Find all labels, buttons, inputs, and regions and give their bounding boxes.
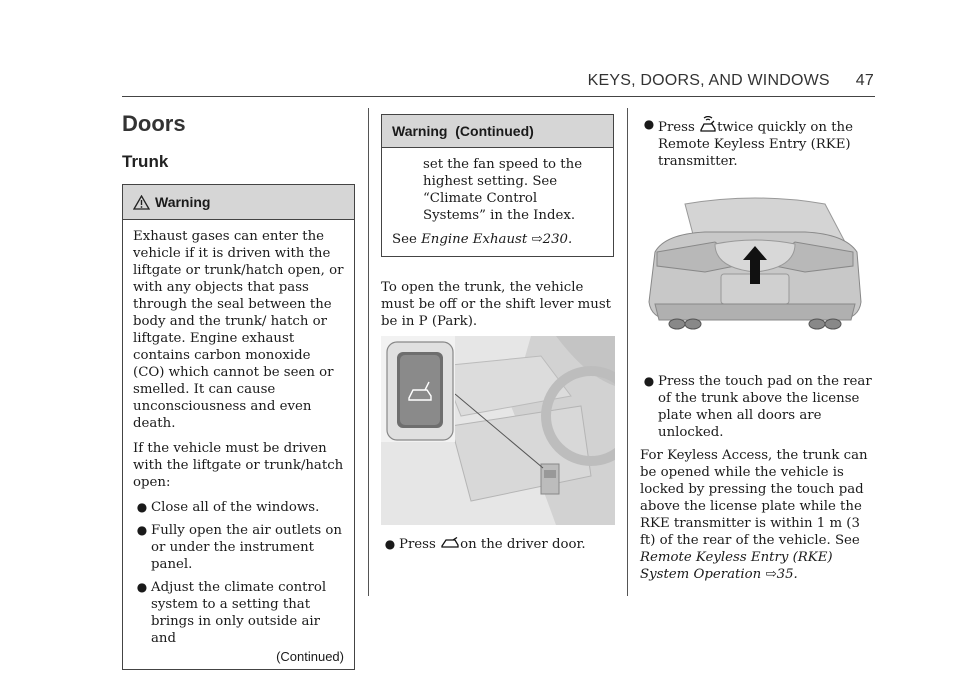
list-item: ● Press the touch pad on the rear of the trunk above the license plate when all doors are unlocked.	[640, 373, 876, 441]
bullet-icon: ●	[136, 580, 148, 594]
bullet-icon: ●	[643, 117, 655, 131]
bullet-icon: ●	[136, 523, 148, 537]
page-number: 47	[855, 72, 874, 89]
warning-label: Warning	[155, 194, 211, 210]
list-item: ● Fully open the air outlets on or under the instrument panel.	[133, 522, 344, 573]
column-2	[381, 108, 614, 358]
warning-paragraph: set the fan speed to the highest setting. See “Climate Control Systems” in the Index.	[423, 157, 583, 223]
bullet-icon: ●	[643, 374, 655, 388]
column-1	[122, 108, 355, 670]
column-3	[640, 116, 876, 170]
page-ref-icon: ⇨	[531, 232, 543, 247]
page-ref: 35.	[776, 567, 798, 582]
door-switch-illustration	[381, 336, 615, 525]
list-item: ● Press on the driver door.	[381, 536, 614, 553]
page-ref-icon: ⇨	[765, 567, 777, 582]
rke-trunk-icon	[699, 116, 717, 133]
paragraph: For Keyless Access, the trunk can be opened while the vehicle is locked by pressing the touch pad above the license plate while the RKE transmitter is within 1 m (3 ft) of the rear of the vehicle. See Remote Keyless Entry (RKE) System Operation ⇨35.	[640, 448, 868, 582]
header-rule	[122, 96, 875, 97]
warning-paragraph: If the vehicle must be driven with the liftgate or trunk/hatch open:	[133, 441, 344, 490]
bullet-icon: ●	[136, 500, 148, 514]
running-header	[588, 72, 874, 90]
trunk-release-icon	[440, 537, 460, 549]
warning-triangle-icon	[133, 195, 150, 210]
warning-box-continued	[381, 114, 614, 257]
section-heading: Trunk	[122, 152, 169, 171]
section-title: KEYS, DOORS, AND WINDOWS	[587, 72, 830, 89]
warning-body	[382, 148, 613, 256]
list-item: ● Adjust the climate control system to a setting that brings in only outside air and	[133, 579, 344, 647]
reference-link[interactable]: Engine Exhaust	[421, 232, 528, 247]
column-divider	[627, 108, 628, 596]
bullet-icon: ●	[384, 537, 396, 551]
page-ref: 230.	[542, 232, 573, 247]
warning-box	[122, 184, 355, 670]
list-item: ● Close all of the windows.	[133, 499, 344, 516]
continued-label: (Continued)	[276, 649, 344, 664]
page-title: Doors	[122, 111, 186, 136]
car-rear-illustration	[645, 192, 865, 338]
warning-header	[382, 115, 613, 148]
paragraph: To open the trunk, the vehicle must be off or the shift lever must be in P (Park).	[381, 280, 612, 329]
warning-label: Warning (Continued)	[392, 123, 534, 139]
list-item: ● Press twice quickly on the Remote Keyless Entry (RKE) transmitter.	[640, 116, 876, 170]
column-divider	[368, 108, 369, 596]
car-rear-image	[645, 192, 865, 338]
see-reference: See Engine Exhaust ⇨230.	[392, 232, 573, 247]
reference-link[interactable]: Remote Keyless Entry (RKE) System Operation	[640, 550, 833, 582]
door-panel-image	[381, 336, 615, 525]
warning-paragraph: Exhaust gases can enter the vehicle if it is driven with the liftgate or trunk/hatch open, or with any objects that pass through the seal between the body and the trunk/ hatch or liftgate. Engine exhaust contains carbon monoxide (CO) which cannot be seen or smelled. It can cause unconsciousness and even death.	[133, 229, 344, 431]
column-3-lower	[640, 373, 876, 583]
warning-body	[123, 220, 354, 669]
warning-header	[123, 185, 354, 220]
